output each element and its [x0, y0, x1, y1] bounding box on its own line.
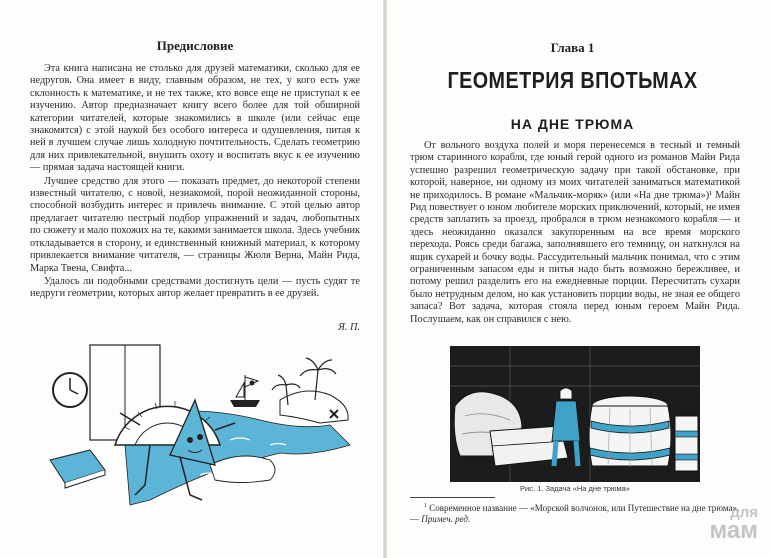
preface-signature: Я. П. [338, 322, 360, 333]
section-title: НА ДНЕ ТРЮМА [510, 116, 635, 132]
footnote-rule [410, 497, 495, 498]
footnote-note: Примеч. ред. [421, 514, 471, 524]
chapter-body [410, 140, 740, 326]
preface-paragraph: Эта книга написана не столько для друзей математики, сколько для ее недругов. Она имеет в виду, главным образом, не тех, у кого есть уже склонность к математике, и не тех также, кто вовсе еще не приступал к ее изучению. Автор предназначает книгу всего более для той обширной категории читателей, которые знакомились в школе (или сейчас еще знакомятся) с этой наукой без особого интереса и одушевления, питая к ней в лучшем случае лишь холодную почтительность. Сделать геометрию для них привлекательной, внушить охоту и воспитать вкус к ее изучению — прямая задача настоящей книги. [30, 63, 360, 174]
figure-caption: Рис. 1. Задача «На дне трюма» [520, 484, 630, 493]
watermark [668, 504, 758, 544]
footnote-marker: 1 [424, 503, 427, 509]
chapter-title: ГЕОМЕТРИЯ ВПОТЬМАХ [447, 67, 698, 93]
chapter-label: Глава 1 [550, 40, 595, 55]
book-gutter [383, 0, 387, 558]
preface-paragraph: Лучшее средство для этого — показать предмет, до некоторой степени известный читателю, с новой, незнакомой, порой неожиданной стороны, способной возбудить интерес и привлечь внимание. С этой целью автор предлагает читателю пестрый подбор упражнений и задач, любопытных по сюжету и мало похожих на те, какими занимается школа. Здесь учебник откладывается в сторону, и единственный книжный материал, к которому привлекается внимание читателя, — страницы Жюля Верна, Майн Рида, Марка Твена, Свифта... [30, 175, 360, 274]
ship-hold-illustration [450, 346, 700, 482]
preface-body [30, 63, 360, 301]
watermark-line1: для [730, 504, 758, 521]
watermark-line2: мам [709, 517, 758, 544]
chapter-paragraph: От вольного воздуха полей и моря перенесемся в тесный и темный трюм старинного корабля, где юный герой одного из романов Майн Рида успешно разрешил геометрическую задачу при такой обстановке, при которой, наверное, ни одному из моих читателей заниматься математикой не приходилось. В романе «Мальчик-моряк» (или «На дне трюма»)¹ Майн Рид повествует о юном любителе морских приключений, который, не имея средств заплатить за проезд, пробрался в трюм незнакомого корабля — и здесь неожиданно оказался закупоренным на все время морского перехода. Роясь среди багажа, заполнявшего его темницу, он наткнулся на ящик сухарей и бочку воды. Рассудительный мальчик понимал, что с этим ограниченным запасом еды и питья надо быть возможно бережливее, и потому решил разделить его на ежедневные порции. Пересчитать сухари было нетрудным делом, но как установить порции воды, не зная ее общего запаса? Вот задача, которая стояла перед юным героем Майн Рида. Послушаем, как он справился с нею. [410, 140, 740, 325]
protractor-island-illustration [30, 345, 360, 510]
preface-paragraph: Удалось ли подобными средствами достигнуть цели — пусть судят те недруги геометрии, которых автор желает превратить в ее друзей. [30, 275, 360, 300]
preface-heading: Предисловие [156, 38, 234, 53]
footnote-text: Современное название — «Морской волчонок, или Путешествие на дне трюма». — [410, 503, 740, 524]
